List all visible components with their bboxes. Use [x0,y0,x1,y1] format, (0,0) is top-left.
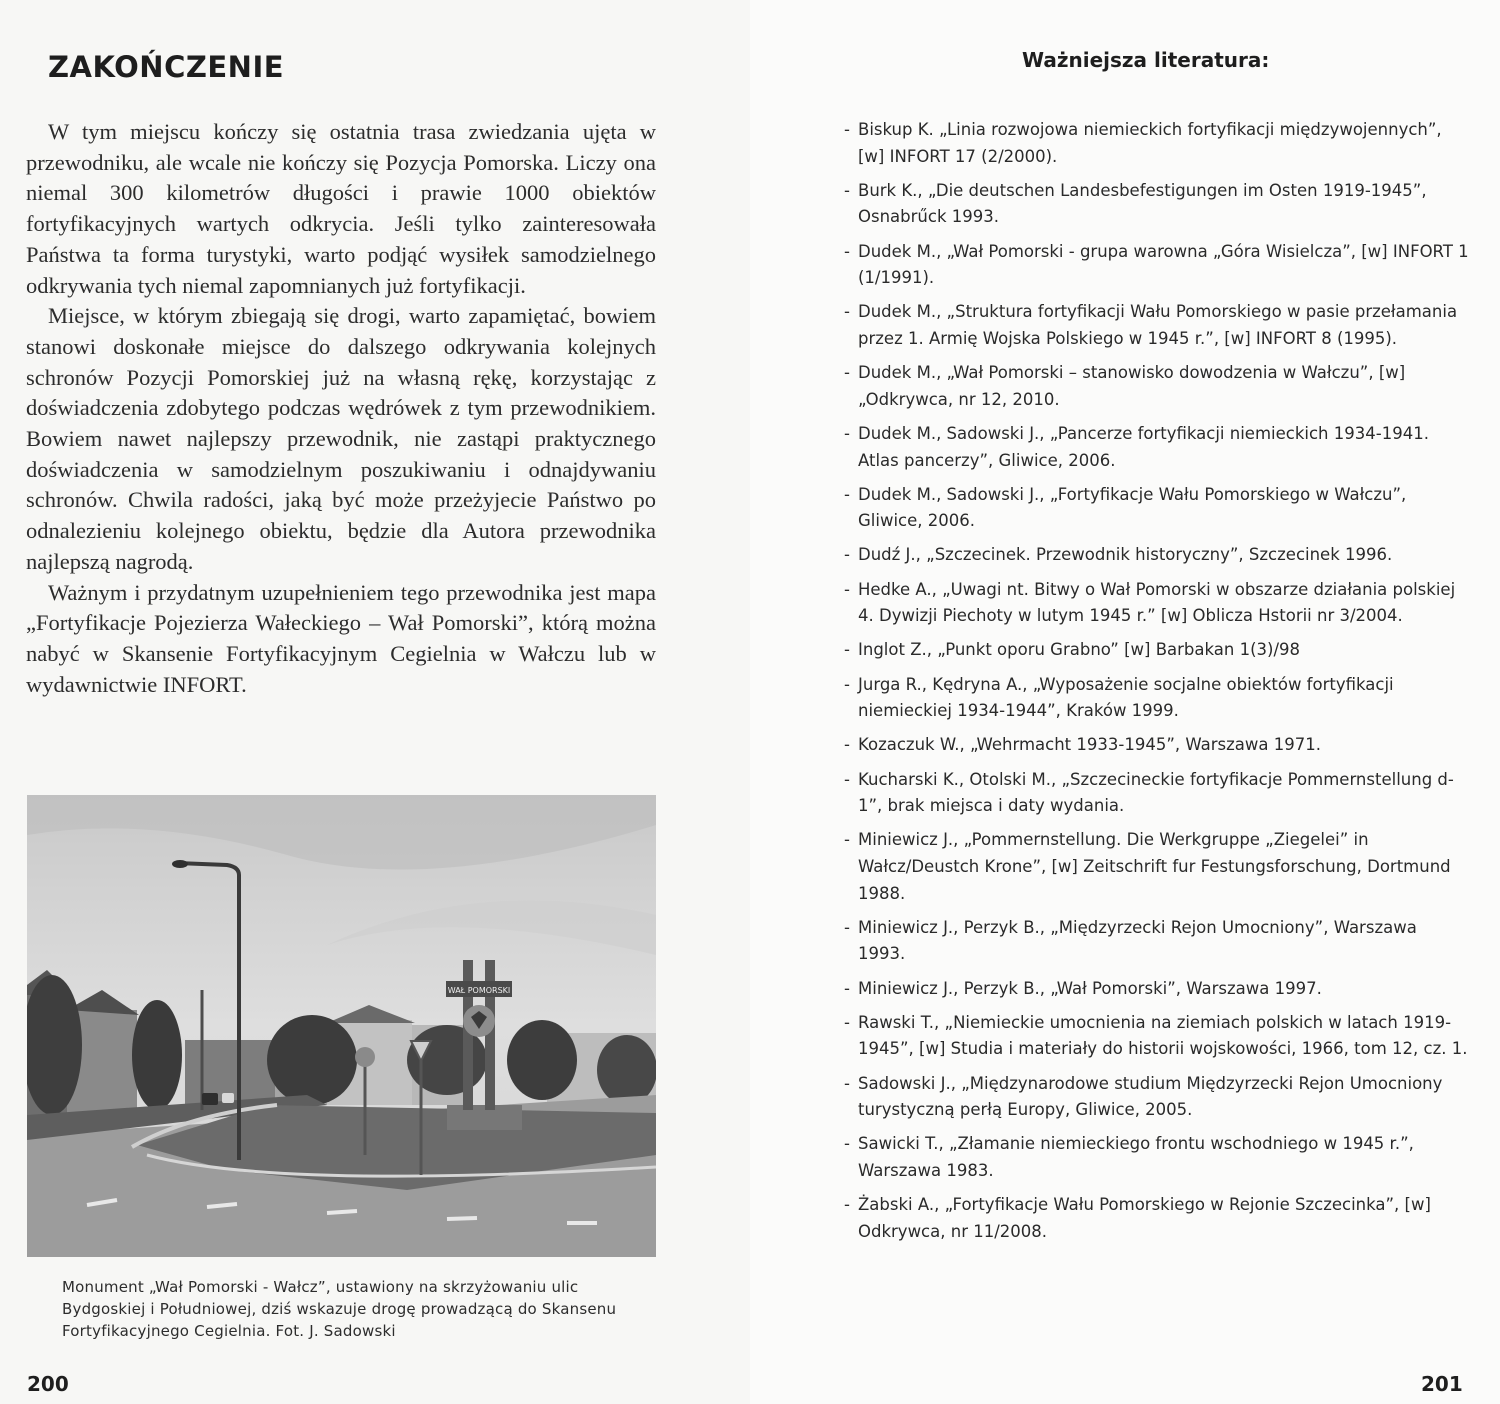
reference-item: - Dudź J., „Szczecinek. Przewodnik historyczny”, Szczecinek 1996. [844,542,1469,569]
reference-item: - Dudek M., Sadowski J., „Pancerze fortyfikacji niemieckich 1934-1941. Atlas pancerzy”, Gliwice, 2006. [844,421,1469,474]
reference-item: - Burk K., „Die deutschen Landesbefestigungen im Osten 1919-1945”, Osnabrűck 1993. [844,178,1469,231]
reference-item: - Żabski A., „Fortyfikacje Wału Pomorskiego w Rejonie Szczecinka”, [w] Odkrywca, nr 11/2008. [844,1192,1469,1245]
body-text [26,117,656,700]
reference-item: - Dudek M., Sadowski J., „Fortyfikacje Wału Pomorskiego w Wałczu”, Gliwice, 2006. [844,482,1469,535]
reference-item: - Rawski T., „Niemieckie umocnienia na ziemiach polskich w latach 1919-1945”, [w] Studia i materiały do historii wojskowości, 1966, tom 12, cz. 1. [844,1010,1469,1063]
reference-item: - Miniewicz J., Perzyk B., „Międzyrzecki Rejon Umocniony”, Warszawa 1993. [844,915,1469,968]
reference-item: - Hedke A., „Uwagi nt. Bitwy o Wał Pomorski w obszarze działania polskiej 4. Dywizji Piechoty w lutym 1945 r.” [w] Oblicza Hstorii nr 3/2004. [844,577,1469,630]
reference-item: - Kucharski K., Otolski M., „Szczecineckie fortyfikacje Pommernstellung d-1”, brak miejsca i daty wydania. [844,767,1469,820]
paragraph: Ważnym i przydatnym uzupełnieniem tego przewodnika jest mapa „Fortyfikacje Pojezierza Wałeckiego – Wał Pomorski”, którą można nabyć w Skansenie Fortyfikacyjnym Cegielnia w Wałczu lub w wydawnictwie INFORT. [26,579,656,697]
page-number-left: 200 [27,1372,69,1396]
bibliography-heading: Ważniejsza literatura: [1022,48,1270,72]
reference-item: - Inglot Z., „Punkt oporu Grabno” [w] Barbakan 1(3)/98 [844,637,1469,664]
monument-sign-text: WAŁ POMORSKI [447,986,511,995]
photo-caption: Monument „Wał Pomorski - Wałcz”, ustawiony na skrzyżowaniu ulic Bydgoskiej i Południowej, dziś wskazuje drogę prowadzącą do Skansenu Fortyfikacyjnego Cegielnia. Fot. J. Sadowski [62,1278,617,1340]
bibliography-list [844,117,1469,1253]
reference-item: - Dudek M., „Struktura fortyfikacji Wału Pomorskiego w pasie przełamania przez 1. Armię Wojska Polskiego w 1945 r.”, [w] INFORT 8 (1995). [844,299,1469,352]
reference-item: - Sawicki T., „Złamanie niemieckiego frontu wschodniego w 1945 r.”, Warszawa 1983. [844,1131,1469,1184]
reference-item: - Miniewicz J., Perzyk B., „Wał Pomorski”, Warszawa 1997. [844,976,1469,1003]
car [202,1093,218,1105]
paragraph: W tym miejscu kończy się ostatnia trasa zwiedzania ujęta w przewodniku, ale wcale nie kończy się Pozycja Pomorska. Liczy ona niemal 300 kilometrów długości i prawie 1000 obiektów fortyfikacyjnych wartych odkrycia. Jeśli tylko zainteresowała Państwa ta forma turystyki, warto podjąć wysiłek samodzielnego odkrywania tych niemal zapomnianych już fortyfikacji. [26,119,656,298]
reference-item: - Biskup K. „Linia rozwojowa niemieckich fortyfikacji międzywojennych”, [w] INFORT 17 (2/2000). [844,117,1469,170]
road-sign [355,1047,375,1067]
page-number-right: 201 [1421,1372,1463,1396]
reference-item: - Sadowski J., „Międzynarodowe studium Międzyrzecki Rejon Umocniony turystyczną perłą Europy, Gliwice, 2005. [844,1071,1469,1124]
reference-item: - Jurga R., Kędryna A., „Wyposażenie socjalne obiektów fortyfikacji niemieckiej 1934-1944”, Kraków 1999. [844,672,1469,725]
paragraph: Miejsce, w którym zbiegają się drogi, warto zapamiętać, bowiem stanowi doskonałe miejsce do dalszego odkrywania kolejnych schronów Pozycji Pomorskiej już na własną rękę, korzystając z doświadczenia zdobytego podczas wędrówek z tym przewodnikiem. Bowiem nawet najlepszy przewodnik, nie zastąpi praktycznego doświadczenia w samodzielnym poszukiwaniu i odnajdywaniu schronów. Chwila radości, jaką być może przeżyjecie Państwo po odnalezieniu kolejnego obiektu, będzie dla Autora przewodnika najlepszą nagrodą. [26,303,656,574]
reference-item: - Kozaczuk W., „Wehrmacht 1933-1945”, Warszawa 1971. [844,732,1469,759]
reference-item: - Dudek M., „Wał Pomorski – stanowisko dowodzenia w Wałczu”, [w] „Odkrywca, nr 12, 2010. [844,360,1469,413]
chapter-heading: ZAKOŃCZENIE [48,50,285,84]
car [222,1093,234,1103]
monument-photo [27,795,656,1257]
reference-item: - Dudek M., „Wał Pomorski - grupa warowna „Góra Wisielcza”, [w] INFORT 1 (1/1991). [844,239,1469,292]
reference-item: - Miniewicz J., „Pommernstellung. Die Werkgruppe „Ziegelei” in Wałcz/Deustch Krone”, [w] Zeitschrift fur Festungsforschung, Dortmund 1988. [844,827,1469,907]
right-page [750,0,1500,1404]
